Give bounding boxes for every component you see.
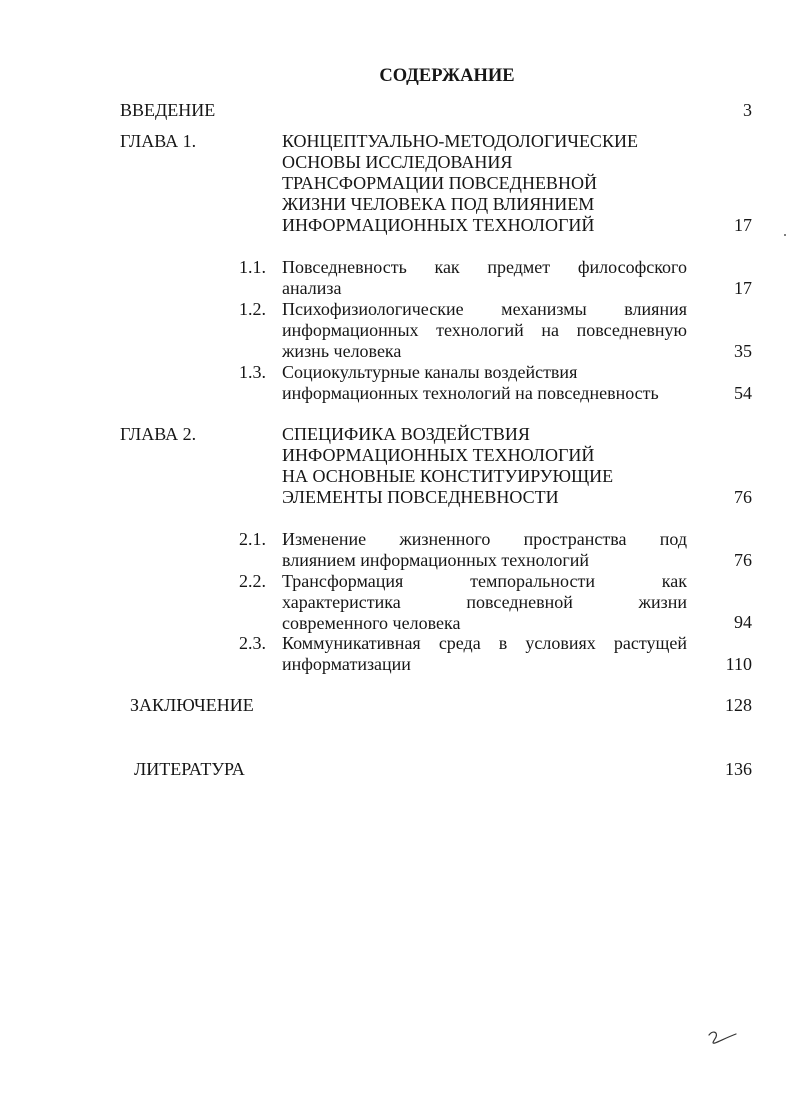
toc-conclusion-label: ЗАКЛЮЧЕНИЕ (130, 695, 254, 715)
toc-section-number: 1.2. (239, 299, 266, 319)
section-title-line: современного человека (282, 613, 461, 633)
section-title-line: Социокультурные каналы воздействия (282, 362, 578, 382)
chapter2-title-line: ИНФОРМАЦИОННЫХ ТЕХНОЛОГИЙ (282, 445, 595, 465)
toc-section-title (282, 257, 687, 299)
toc-section-number: 2.3. (239, 633, 266, 653)
section-title-line: Коммуникативная среда в условиях растущей (282, 633, 687, 653)
section-title-line: влиянием информационных технологий (282, 550, 589, 570)
section-title-line: информационных технологий на повседневную (282, 320, 687, 340)
section-title-line: анализа (282, 278, 342, 298)
toc-section-number: 1.3. (239, 362, 266, 382)
scan-speck (784, 234, 786, 236)
toc-intro-page: 3 (743, 100, 752, 120)
toc-section-page: 110 (725, 654, 752, 674)
section-title-line: информационных технологий на повседневность (282, 383, 659, 403)
section-title-line: Повседневность как предмет философского (282, 257, 687, 277)
section-title-line: Трансформация темпоральности как (282, 571, 687, 591)
toc-section-title (282, 529, 687, 571)
toc-section-page: 76 (734, 550, 752, 570)
toc-chapter2-title (282, 424, 613, 508)
toc-chapter1-page: 17 (734, 215, 752, 235)
toc-chapter2-label: ГЛАВА 2. (120, 424, 197, 444)
section-title-line: Психофизиологические механизмы влияния (282, 299, 687, 319)
chapter1-title-line: ИНФОРМАЦИОННЫХ ТЕХНОЛОГИЙ (282, 215, 595, 235)
chapter1-title-line: ЖИЗНИ ЧЕЛОВЕКА ПОД ВЛИЯНИЕМ (282, 194, 595, 214)
toc-literature-page: 136 (725, 759, 752, 779)
toc-section-title (282, 299, 687, 362)
toc-chapter2-page: 76 (734, 487, 752, 507)
toc-chapter1-title (282, 131, 638, 236)
toc-section-page: 17 (734, 278, 752, 298)
chapter2-title-line: ЭЛЕМЕНТЫ ПОВСЕДНЕВНОСТИ (282, 487, 559, 507)
toc-section-page: 35 (734, 341, 752, 361)
section-title-line: характеристика повседневной жизни (282, 592, 687, 612)
toc-section-title (282, 633, 687, 675)
toc-section-number: 2.1. (239, 529, 266, 549)
page-title: СОДЕРЖАНИЕ (379, 66, 515, 86)
chapter2-title-line: НА ОСНОВНЫЕ КОНСТИТУИРУЮЩИЕ (282, 466, 614, 486)
toc-section-title (282, 362, 687, 404)
toc-section-title (282, 571, 687, 634)
toc-section-number: 2.2. (239, 571, 266, 591)
section-title-line: Изменение жизненного пространства под (282, 529, 687, 549)
toc-conclusion-page: 128 (725, 695, 752, 715)
section-title-line: информатизации (282, 654, 411, 674)
toc-section-page: 54 (734, 383, 752, 403)
toc-intro-label: ВВЕДЕНИЕ (120, 100, 216, 120)
toc-literature-label: ЛИТЕРАТУРА (134, 759, 245, 779)
handwritten-page-mark (706, 1028, 742, 1050)
chapter1-title-line: ОСНОВЫ ИССЛЕДОВАНИЯ (282, 152, 513, 172)
toc-section-page: 94 (734, 612, 752, 632)
chapter2-title-line: СПЕЦИФИКА ВОЗДЕЙСТВИЯ (282, 424, 530, 444)
toc-section-number: 1.1. (239, 257, 266, 277)
chapter1-title-line: КОНЦЕПТУАЛЬНО-МЕТОДОЛОГИЧЕСКИЕ (282, 131, 638, 151)
toc-chapter1-label: ГЛАВА 1. (120, 131, 197, 151)
chapter1-title-line: ТРАНСФОРМАЦИИ ПОВСЕДНЕВНОЙ (282, 173, 597, 193)
section-title-line: жизнь человека (282, 341, 402, 361)
